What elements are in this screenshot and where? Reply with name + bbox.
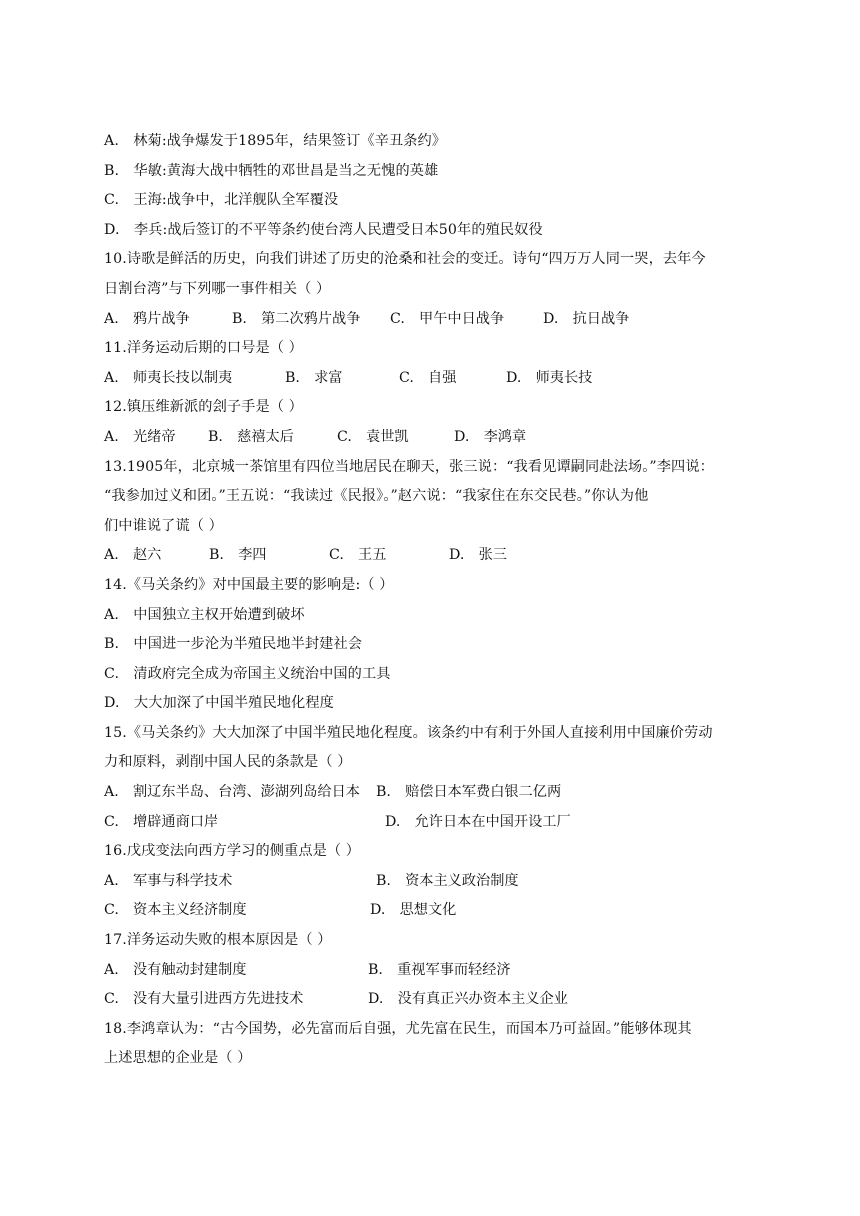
q14-option-d: D. 大大加深了中国半殖民地化程度 [104,695,334,712]
q12-option-c: C. 袁世凯 [337,428,409,445]
q10-option-b: B. 第二次鸦片战争 [232,310,361,327]
q12-option-a: A. 光绪帝 [104,428,176,445]
q10-stem-line-1: 10.诗歌是鲜活的历史，向我们讲述了历史的沧桑和社会的变迁。诗句“四万万人同一哭，去年今 [104,251,706,268]
q14-option-b: B. 中国进一步沦为半殖民地半封建社会 [104,636,363,653]
q16-option-a: A. 军事与科学技术 [104,872,233,889]
q14-stem: 14.《马关条约》对中国最主要的影响是:（ ） [104,576,394,593]
q17-stem: 17.洋务运动失败的根本原因是（ ） [104,932,332,949]
q17-options-cd [104,985,764,1015]
q17-option-c: C. 没有大量引进西方先进技术 [104,991,304,1008]
q9-option-b: B. 华敏:黄海大战中牺牲的邓世昌是当之无愧的英雄 [104,162,439,179]
q10-stem-line-2: 日割台湾”与下列哪一事件相关（ ） [104,280,331,297]
q17-option-a: A. 没有触动封建制度 [104,961,247,978]
q13-option-b: B. 李四 [209,547,267,564]
q16-options-cd [104,896,764,926]
q13-stem-line-3: 们中谁说了谎（ ） [104,517,223,534]
q12-option-d: D. 李鸿章 [454,428,527,445]
q15-option-a: A. 割辽东半岛、台湾、澎湖列岛给日本 [104,784,360,801]
q16-option-d: D. 思想文化 [370,902,457,919]
q14-option-c: C. 清政府完全成为帝国主义统治中国的工具 [104,665,391,682]
q11-option-c: C. 自强 [399,369,457,386]
q13-options [104,541,764,571]
q9-option-d: D. 李兵:战后签订的不平等条约使台湾人民遭受日本50年的殖民奴役 [104,221,543,238]
q10-option-c: C. 甲午中日战争 [390,310,505,327]
q18-stem-line-1: 18.李鸿章认为：“古今国势，必先富而后自强，尤先富在民生，而国本乃可益固。”能够体现其 [104,1020,692,1037]
q11-option-a: A. 师夷长技以制夷 [104,369,233,386]
q13-stem-line-2: “我参加过义和团。”王五说：“我读过《民报》。”赵六说：“我家住在东交民巷。”你认为他 [104,488,649,505]
q15-option-d: D. 允许日本在中国开设工厂 [385,813,571,830]
q12-options [104,423,764,453]
q10-option-d: D. 抗日战争 [543,310,630,327]
question-list [104,127,764,1074]
q11-option-d: D. 师夷长技 [506,369,593,386]
q11-option-b: B. 求富 [285,369,343,386]
q15-option-c: C. 增辟通商口岸 [104,813,219,830]
q13-stem-line-1: 13.1905年，北京城一茶馆里有四位当地居民在聊天，张三说：“我看见谭嗣同赴法场。”李四说： [104,458,714,475]
q12-stem: 12.镇压维新派的刽子手是（ ） [104,399,303,416]
q17-option-d: D. 没有真正兴办资本主义企业 [368,991,568,1008]
q15-stem-line-2: 力和原料，剥削中国人民的条款是（ ） [104,754,352,771]
q15-options-cd [104,808,764,838]
q13-option-d: D. 张三 [449,547,507,564]
q18-stem-line-2: 上述思想的企业是（ ） [104,1050,252,1067]
q16-stem: 16.戊戌变法向西方学习的侧重点是（ ） [104,843,361,860]
q16-options-ab [104,867,764,897]
q11-stem: 11.洋务运动后期的口号是（ ） [104,340,303,357]
q16-option-b: B. 资本主义政治制度 [376,872,519,889]
q9-option-a: A. 林菊:战争爆发于1895年，结果签订《辛丑条约》 [104,133,447,149]
q10-options [104,305,764,335]
q17-option-b: B. 重视军事而轻经济 [368,961,511,978]
q10-option-a: A. 鸦片战争 [104,310,190,327]
q14-option-a: A. 中国独立主权开始遭到破坏 [104,606,305,623]
q9-option-c: C. 王海:战争中，北洋舰队全军覆没 [104,192,339,209]
q11-options [104,364,764,394]
q13-option-c: C. 王五 [329,547,387,564]
q17-options-ab [104,956,764,986]
q13-option-a: A. 赵六 [104,547,162,564]
q16-option-c: C. 资本主义经济制度 [104,902,247,919]
q12-option-b: B. 慈禧太后 [208,428,294,445]
q15-option-b: B. 赔偿日本军费白银二亿两 [376,784,562,801]
q15-stem-line-1: 15.《马关条约》大大加深了中国半殖民地化程度。该条约中有利于外国人直接利用中国廉价劳动 [104,724,713,741]
q15-options-ab [104,778,764,808]
